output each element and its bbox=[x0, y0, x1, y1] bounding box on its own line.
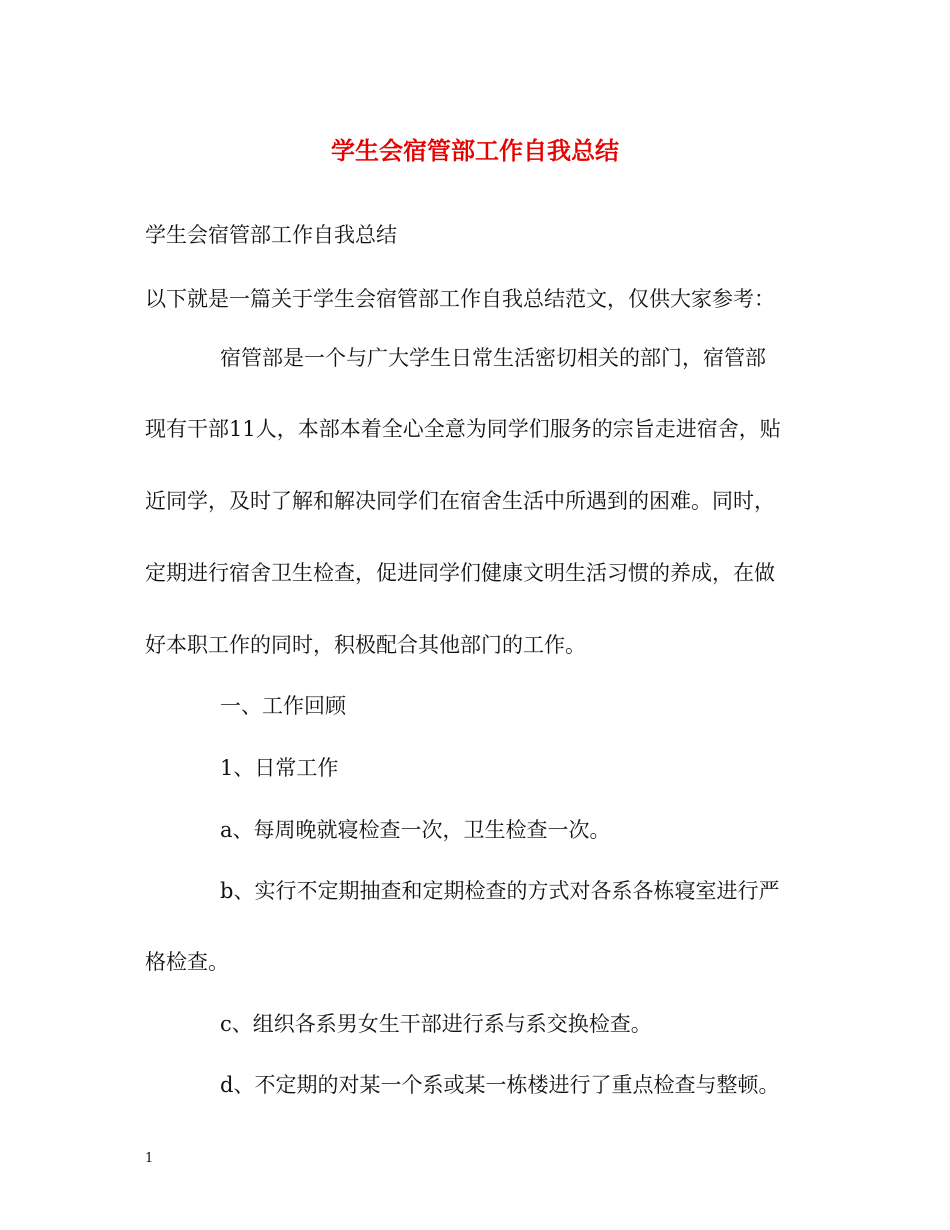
paragraph-line: 近同学，及时了解和解决同学们在宿舍生活中所遇到的困难。同时， bbox=[145, 489, 775, 513]
list-item: b、实行不定期抽查和定期检查的方式对各系各栋寝室进行严 bbox=[220, 879, 780, 903]
list-item: d、不定期的对某一个系或某一栋楼进行了重点检查与整顿。 bbox=[220, 1073, 780, 1097]
intro-line: 以下就是一篇关于学生会宿管部工作自我总结范文，仅供大家参考： bbox=[145, 287, 775, 311]
paragraph-line: 宿管部是一个与广大学生日常生活密切相关的部门，宿管部 bbox=[220, 346, 766, 370]
section-heading: 一、工作回顾 bbox=[220, 694, 346, 718]
paragraph-line: 现有干部11人，本部本着全心全意为同学们服务的宗旨走进宿舍，贴 bbox=[145, 417, 781, 441]
subsection-heading: 1、日常工作 bbox=[220, 756, 339, 780]
page-number: 1 bbox=[145, 1151, 154, 1166]
list-item: a、每周晚就寝检查一次，卫生检查一次。 bbox=[220, 818, 611, 842]
paragraph-line: 好本职工作的同时，积极配合其他部门的工作。 bbox=[145, 633, 586, 657]
list-item-continuation: 格检查。 bbox=[145, 950, 229, 974]
paragraph-line: 定期进行宿舍卫生检查，促进同学们健康文明生活习惯的养成，在做 bbox=[145, 561, 775, 585]
list-item: c、组织各系男女生干部进行系与系交换检查。 bbox=[220, 1012, 652, 1036]
document-title: 学生会宿管部工作自我总结 bbox=[331, 136, 619, 165]
subtitle-line: 学生会宿管部工作自我总结 bbox=[145, 223, 397, 247]
